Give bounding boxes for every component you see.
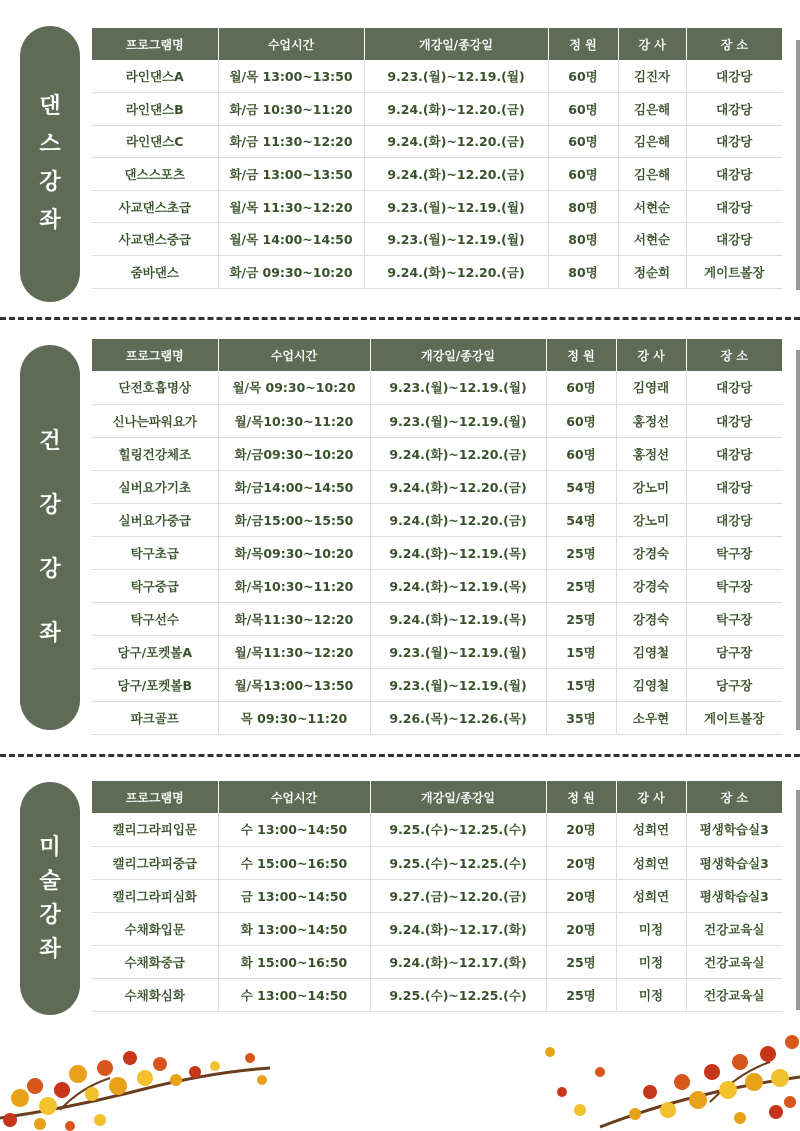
- table-row: [92, 912, 782, 945]
- column-header: 개강일/종강일: [364, 28, 548, 60]
- autumn-leaves-left-decoration: [0, 1028, 280, 1131]
- instructor-cell: 성희연: [616, 846, 686, 879]
- section-label-char: 좌: [39, 620, 61, 646]
- period-cell: 9.27.(금)~12.20.(금): [370, 879, 546, 912]
- section-label-char: 미: [39, 834, 61, 860]
- period-cell: 9.23.(월)~12.19.(월): [370, 635, 546, 668]
- location-cell: 대강당: [686, 60, 782, 93]
- table-row: [92, 879, 782, 912]
- section-label-char: 강: [39, 170, 61, 195]
- section-label-dance: [20, 26, 80, 302]
- table-row: [92, 190, 782, 223]
- program-name-cell: 줌바댄스: [92, 256, 218, 289]
- capacity-cell: 80명: [548, 190, 618, 223]
- capacity-cell: 25명: [546, 602, 616, 635]
- class-time-cell: 화/금 13:00~13:50: [218, 158, 364, 191]
- period-cell: 9.24.(화)~12.20.(금): [364, 125, 548, 158]
- class-time-cell: 화/금09:30~10:20: [218, 437, 370, 470]
- program-name-cell: 라인댄스A: [92, 60, 218, 93]
- capacity-cell: 25명: [546, 569, 616, 602]
- column-header: 정 원: [548, 28, 618, 60]
- class-time-cell: 화/목11:30~12:20: [218, 602, 370, 635]
- section-divider: [0, 317, 800, 320]
- location-cell: 대강당: [686, 93, 782, 126]
- capacity-cell: 60명: [548, 125, 618, 158]
- instructor-cell: 김영철: [616, 668, 686, 701]
- capacity-cell: 60명: [546, 404, 616, 437]
- class-time-cell: 화/목09:30~10:20: [218, 536, 370, 569]
- leaf-icon: [545, 1035, 799, 1124]
- edge-mark: [796, 40, 800, 290]
- program-name-cell: 신나는파워요가: [92, 404, 218, 437]
- health-schedule-table: [92, 339, 782, 735]
- period-cell: 9.23.(월)~12.19.(월): [364, 190, 548, 223]
- period-cell: 9.24.(화)~12.20.(금): [370, 470, 546, 503]
- program-name-cell: 실버요가기초: [92, 470, 218, 503]
- location-cell: 당구장: [686, 668, 782, 701]
- instructor-cell: 홍정선: [616, 437, 686, 470]
- program-name-cell: 수채화입문: [92, 912, 218, 945]
- autumn-leaves-right-decoration: [540, 1022, 800, 1131]
- column-header: 장 소: [686, 28, 782, 60]
- program-name-cell: 캘리그라피입문: [92, 813, 218, 846]
- class-time-cell: 금 13:00~14:50: [218, 879, 370, 912]
- program-name-cell: 캘리그라피중급: [92, 846, 218, 879]
- program-name-cell: 실버요가중급: [92, 503, 218, 536]
- instructor-cell: 소우현: [616, 701, 686, 734]
- table-row: [92, 813, 782, 846]
- edge-mark: [796, 790, 800, 1010]
- capacity-cell: 60명: [548, 60, 618, 93]
- table-row: [92, 437, 782, 470]
- instructor-cell: 홍정선: [616, 404, 686, 437]
- table-row: [92, 978, 782, 1011]
- instructor-cell: 강경숙: [616, 569, 686, 602]
- program-name-cell: 단전호흡명상: [92, 371, 218, 404]
- dance-schedule-table: [92, 28, 782, 289]
- location-cell: 대강당: [686, 158, 782, 191]
- program-name-cell: 라인댄스C: [92, 125, 218, 158]
- period-cell: 9.25.(수)~12.25.(수): [370, 813, 546, 846]
- class-time-cell: 월/목 11:30~12:20: [218, 190, 364, 223]
- location-cell: 당구장: [686, 635, 782, 668]
- column-header: 정 원: [546, 339, 616, 371]
- capacity-cell: 15명: [546, 668, 616, 701]
- program-name-cell: 사교댄스중급: [92, 223, 218, 256]
- table-row: [92, 945, 782, 978]
- program-name-cell: 탁구선수: [92, 602, 218, 635]
- capacity-cell: 25명: [546, 945, 616, 978]
- location-cell: 평생학습실3: [686, 813, 782, 846]
- column-header: 강 사: [616, 339, 686, 371]
- class-time-cell: 월/목 14:00~14:50: [218, 223, 364, 256]
- capacity-cell: 80명: [548, 223, 618, 256]
- table-row: [92, 158, 782, 191]
- location-cell: 탁구장: [686, 536, 782, 569]
- instructor-cell: 김영래: [616, 371, 686, 404]
- table-row: [92, 602, 782, 635]
- table-row: [92, 60, 782, 93]
- class-time-cell: 화/금 10:30~11:20: [218, 93, 364, 126]
- class-time-cell: 월/목10:30~11:20: [218, 404, 370, 437]
- program-name-cell: 당구/포켓볼B: [92, 668, 218, 701]
- section-label-char: 강: [39, 556, 61, 582]
- instructor-cell: 강노미: [616, 470, 686, 503]
- period-cell: 9.24.(화)~12.20.(금): [370, 437, 546, 470]
- section-label-art: [20, 782, 80, 1015]
- table-row: [92, 536, 782, 569]
- section-label-char: 술: [39, 868, 61, 894]
- program-name-cell: 힐링건강체조: [92, 437, 218, 470]
- column-header: 프로그램명: [92, 339, 218, 371]
- column-header: 개강일/종강일: [370, 339, 546, 371]
- location-cell: 대강당: [686, 503, 782, 536]
- column-header: 강 사: [616, 781, 686, 813]
- capacity-cell: 20명: [546, 846, 616, 879]
- instructor-cell: 강노미: [616, 503, 686, 536]
- column-header: 수업시간: [218, 339, 370, 371]
- edge-mark: [796, 350, 800, 730]
- capacity-cell: 60명: [546, 437, 616, 470]
- period-cell: 9.24.(화)~12.20.(금): [364, 158, 548, 191]
- instructor-cell: 김은해: [618, 125, 686, 158]
- capacity-cell: 60명: [548, 158, 618, 191]
- period-cell: 9.24.(화)~12.17.(화): [370, 945, 546, 978]
- capacity-cell: 54명: [546, 470, 616, 503]
- period-cell: 9.26.(목)~12.26.(목): [370, 701, 546, 734]
- capacity-cell: 20명: [546, 879, 616, 912]
- class-time-cell: 화 13:00~14:50: [218, 912, 370, 945]
- table-row: [92, 846, 782, 879]
- table-row: [92, 701, 782, 734]
- location-cell: 탁구장: [686, 569, 782, 602]
- section-divider: [0, 754, 800, 757]
- art-schedule-table: [92, 781, 782, 1012]
- class-time-cell: 월/목11:30~12:20: [218, 635, 370, 668]
- capacity-cell: 20명: [546, 912, 616, 945]
- column-header: 정 원: [546, 781, 616, 813]
- period-cell: 9.24.(화)~12.17.(화): [370, 912, 546, 945]
- program-name-cell: 캘리그라피심화: [92, 879, 218, 912]
- capacity-cell: 60명: [546, 371, 616, 404]
- instructor-cell: 김은해: [618, 158, 686, 191]
- table-row: [92, 256, 782, 289]
- table-row: [92, 503, 782, 536]
- column-header: 수업시간: [218, 28, 364, 60]
- table-row: [92, 470, 782, 503]
- column-header: 프로그램명: [92, 781, 218, 813]
- location-cell: 탁구장: [686, 602, 782, 635]
- location-cell: 건강교육실: [686, 978, 782, 1011]
- section-label-char: 좌: [39, 936, 61, 962]
- period-cell: 9.24.(화)~12.20.(금): [364, 256, 548, 289]
- section-label-char: 댄: [39, 94, 61, 119]
- class-time-cell: 화/금15:00~15:50: [218, 503, 370, 536]
- period-cell: 9.25.(수)~12.25.(수): [370, 978, 546, 1011]
- instructor-cell: 정순희: [618, 256, 686, 289]
- table-row: [92, 404, 782, 437]
- location-cell: 게이트볼장: [686, 256, 782, 289]
- period-cell: 9.24.(화)~12.20.(금): [370, 503, 546, 536]
- period-cell: 9.24.(화)~12.19.(목): [370, 602, 546, 635]
- instructor-cell: 강경숙: [616, 536, 686, 569]
- period-cell: 9.23.(월)~12.19.(월): [370, 668, 546, 701]
- class-time-cell: 수 13:00~14:50: [218, 813, 370, 846]
- instructor-cell: 강경숙: [616, 602, 686, 635]
- column-header: 장 소: [686, 339, 782, 371]
- location-cell: 대강당: [686, 437, 782, 470]
- table-row: [92, 569, 782, 602]
- location-cell: 대강당: [686, 223, 782, 256]
- column-header: 수업시간: [218, 781, 370, 813]
- column-header: 개강일/종강일: [370, 781, 546, 813]
- class-time-cell: 월/목13:00~13:50: [218, 668, 370, 701]
- table-row: [92, 223, 782, 256]
- class-time-cell: 월/목 13:00~13:50: [218, 60, 364, 93]
- column-header: 장 소: [686, 781, 782, 813]
- period-cell: 9.23.(월)~12.19.(월): [364, 60, 548, 93]
- program-name-cell: 사교댄스초급: [92, 190, 218, 223]
- location-cell: 대강당: [686, 190, 782, 223]
- location-cell: 건강교육실: [686, 912, 782, 945]
- table-row: [92, 371, 782, 404]
- class-time-cell: 화/목10:30~11:20: [218, 569, 370, 602]
- column-header: 프로그램명: [92, 28, 218, 60]
- instructor-cell: 김은해: [618, 93, 686, 126]
- instructor-cell: 서현순: [618, 190, 686, 223]
- column-header: 강 사: [618, 28, 686, 60]
- table-row: [92, 635, 782, 668]
- period-cell: 9.23.(월)~12.19.(월): [370, 371, 546, 404]
- capacity-cell: 80명: [548, 256, 618, 289]
- table-row: [92, 668, 782, 701]
- program-name-cell: 당구/포켓볼A: [92, 635, 218, 668]
- class-time-cell: 화 15:00~16:50: [218, 945, 370, 978]
- period-cell: 9.24.(화)~12.19.(목): [370, 536, 546, 569]
- class-time-cell: 목 09:30~11:20: [218, 701, 370, 734]
- location-cell: 대강당: [686, 404, 782, 437]
- table-row: [92, 125, 782, 158]
- location-cell: 대강당: [686, 470, 782, 503]
- class-time-cell: 수 15:00~16:50: [218, 846, 370, 879]
- capacity-cell: 35명: [546, 701, 616, 734]
- program-name-cell: 댄스스포츠: [92, 158, 218, 191]
- location-cell: 평생학습실3: [686, 846, 782, 879]
- class-time-cell: 수 13:00~14:50: [218, 978, 370, 1011]
- program-name-cell: 라인댄스B: [92, 93, 218, 126]
- capacity-cell: 54명: [546, 503, 616, 536]
- instructor-cell: 김진자: [618, 60, 686, 93]
- section-label-char: 강: [39, 902, 61, 928]
- period-cell: 9.23.(월)~12.19.(월): [364, 223, 548, 256]
- period-cell: 9.24.(화)~12.20.(금): [364, 93, 548, 126]
- location-cell: 대강당: [686, 371, 782, 404]
- location-cell: 건강교육실: [686, 945, 782, 978]
- class-time-cell: 화/금14:00~14:50: [218, 470, 370, 503]
- class-time-cell: 화/금 09:30~10:20: [218, 256, 364, 289]
- section-label-char: 강: [39, 492, 61, 518]
- program-name-cell: 수채화중급: [92, 945, 218, 978]
- class-time-cell: 화/금 11:30~12:20: [218, 125, 364, 158]
- section-label-health: [20, 345, 80, 730]
- instructor-cell: 서현순: [618, 223, 686, 256]
- section-label-char: 건: [39, 428, 61, 454]
- section-label-char: 스: [39, 132, 61, 157]
- program-name-cell: 탁구초급: [92, 536, 218, 569]
- instructor-cell: 미정: [616, 978, 686, 1011]
- capacity-cell: 60명: [548, 93, 618, 126]
- class-time-cell: 월/목 09:30~10:20: [218, 371, 370, 404]
- capacity-cell: 25명: [546, 536, 616, 569]
- instructor-cell: 성희연: [616, 813, 686, 846]
- instructor-cell: 미정: [616, 945, 686, 978]
- program-name-cell: 수채화심화: [92, 978, 218, 1011]
- capacity-cell: 20명: [546, 813, 616, 846]
- instructor-cell: 미정: [616, 912, 686, 945]
- instructor-cell: 김영철: [616, 635, 686, 668]
- period-cell: 9.23.(월)~12.19.(월): [370, 404, 546, 437]
- location-cell: 대강당: [686, 125, 782, 158]
- program-name-cell: 탁구중급: [92, 569, 218, 602]
- period-cell: 9.24.(화)~12.19.(목): [370, 569, 546, 602]
- capacity-cell: 15명: [546, 635, 616, 668]
- period-cell: 9.25.(수)~12.25.(수): [370, 846, 546, 879]
- program-name-cell: 파크골프: [92, 701, 218, 734]
- instructor-cell: 성희연: [616, 879, 686, 912]
- table-row: [92, 93, 782, 126]
- location-cell: 평생학습실3: [686, 879, 782, 912]
- location-cell: 게이트볼장: [686, 701, 782, 734]
- capacity-cell: 25명: [546, 978, 616, 1011]
- section-label-char: 좌: [39, 208, 61, 233]
